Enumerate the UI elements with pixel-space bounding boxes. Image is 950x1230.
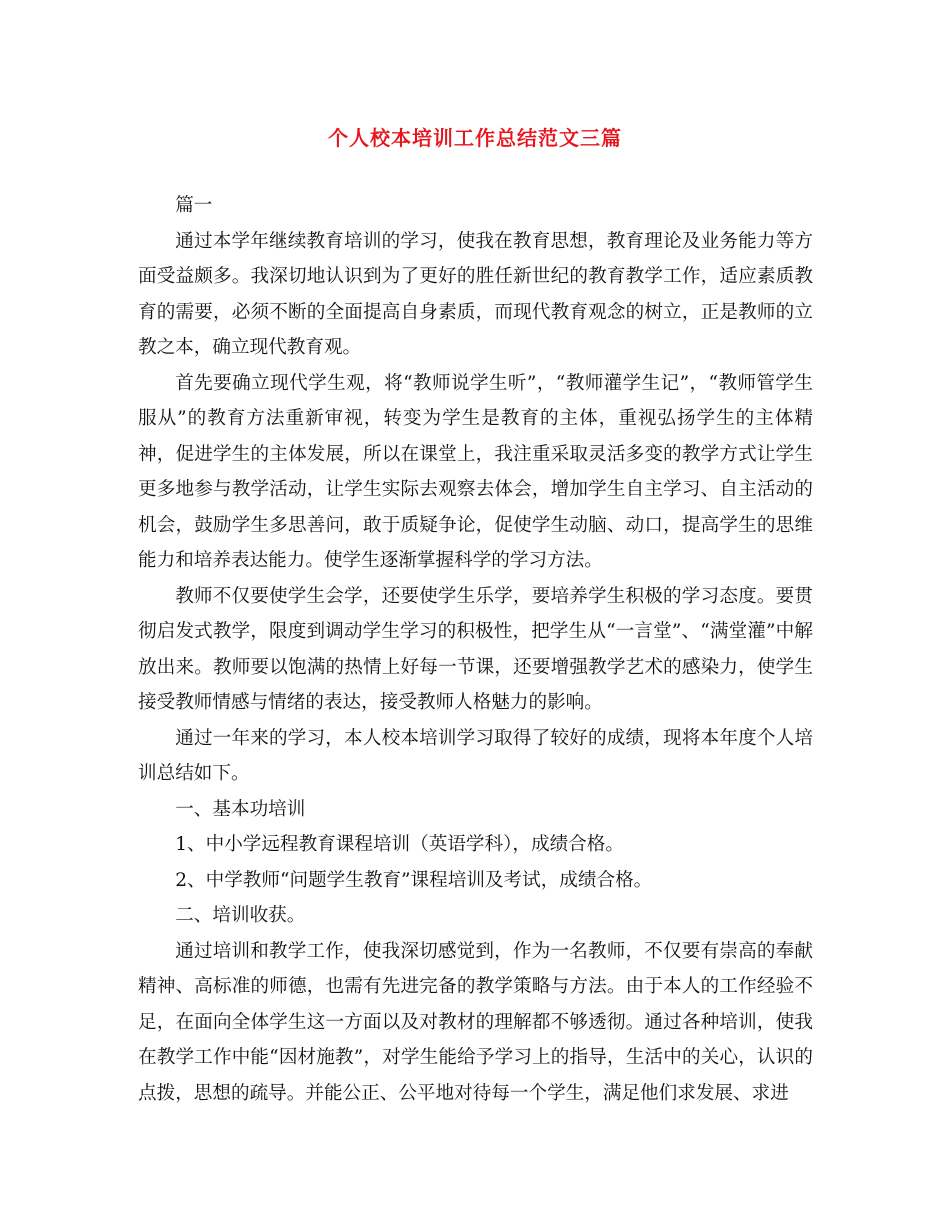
paragraph: 通过培训和教学工作，使我深切感觉到，作为一名教师，不仅要有崇高的奉献精神、高标准的师德，也需有先进完备的教学策略与方法。由于本人的工作经验不足，在面向全体学生这一方面以及对教材的理解都不够透彻。通过各种培训，使我在教学工作中能“因材施教”，对学生能给予学习上的指导，生活中的关心，认识的点拨，思想的疏导。并能公正、公平地对待每一个学生，满足他们求发展、求进 [138,940,813,1104]
paragraph-heading: 一、基本功培训 [175,798,306,820]
paragraph: 通过本学年继续教育培训的学习，使我在教育思想，教育理论及业务能力等方面受益颇多。我深切地认识到为了更好的胜任新世纪的教育教学工作，适应素质教育的需要，必须不断的全面提高自身素质，而现代教育观念的树立，正是教师的立教之本，确立现代教育观。 [138,230,813,358]
document-title: 个人校本培训工作总结范文三篇 [328,126,622,150]
paragraph: 首先要确立现代学生观，将“教师说学生听”，“教师灌学生记”，“教师管学生服从”的教育方法重新审视，转变为学生是教育的主体，重视弘扬学生的主体精神，促进学生的主体发展，所以在课堂上，我注重采取灵活多变的教学方式让学生更多地参与教学活动，让学生实际去观察去体会，增加学生自主学习、自主活动的机会，鼓励学生多思善问，敢于质疑争论，促使学生动脑、动口，提高学生的思维能力和培养表达能力。使学生逐渐掌握科学的学习方法。 [138,372,813,571]
paragraph: 通过一年来的学习，本人校本培训学习取得了较好的成绩，现将本年度个人培训总结如下。 [138,727,813,784]
paragraph: 教师不仅要使学生会学，还要使学生乐学，要培养学生积极的学习态度。要贯彻启发式教学，限度到调动学生学习的积极性，把学生从“一言堂”、“满堂灌”中解放出来。教师要以饱满的热情上好每一节课，还要增强教学艺术的感染力，使学生接受教师情感与情绪的表达，接受教师人格魅力的影响。 [138,585,813,713]
paragraph-heading: 二、培训收获。 [175,905,306,926]
list-item: 1、中小学远程教育课程培训（英语学科），成绩合格。 [175,834,624,855]
paragraph-section-heading: 篇一 [175,195,213,216]
document-body [138,188,813,1111]
list-item: 2、中学教师“问题学生教育”课程培训及考试，成绩合格。 [175,869,653,891]
